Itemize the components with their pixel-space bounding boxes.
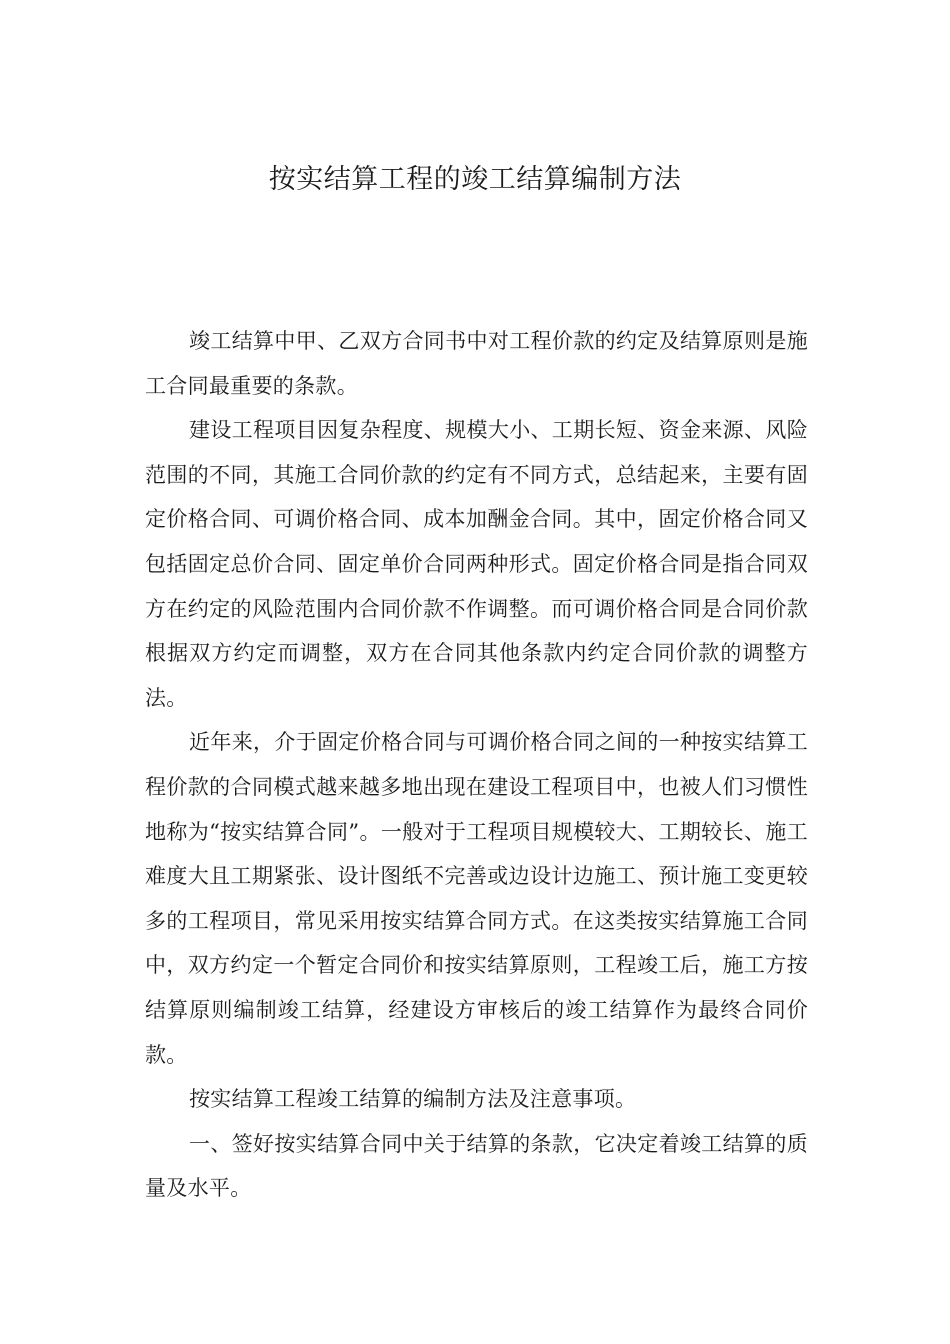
- paragraph-2: 建设工程项目因复杂程度、规模大小、工期长短、资金来源、风险范围的不同，其施工合同价款的约定有不同方式，总结起来，主要有固定价格合同、可调价格合同、成本加酬金合同。其中，固定价格合同又包括固定总价合同、固定单价合同两种形式。固定价格合同是指合同双方在约定的风险范围内合同价款不作调整。而可调价格合同是合同价款根据双方约定而调整，双方在合同其他条款内约定合同价款的调整方法。: [145, 418, 808, 710]
- paragraph-5: 一、签好按实结算合同中关于结算的条款，它决定着竣工结算的质量及水平。: [145, 1131, 808, 1201]
- document-body: [145, 319, 808, 1211]
- document-title: 按实结算工程的竣工结算编制方法: [268, 164, 682, 195]
- paragraph-4: 按实结算工程竣工结算的编制方法及注意事项。: [189, 1087, 637, 1112]
- paragraph-1: 竣工结算中甲、乙双方合同书中对工程价款的约定及结算原则是施工合同最重要的条款。: [145, 329, 808, 398]
- paragraph-3: 近年来，介于固定价格合同与可调价格合同之间的一种按实结算工程价款的合同模式越来越多地出现在建设工程项目中，也被人们习惯性地称为“按实结算合同”。一般对于工程项目规模较大、工期较长、施工难度大且工期紧张、设计图纸不完善或边设计边施工、预计施工变更较多的工程项目，常见采用按实结算合同方式。在这类按实结算施工合同中，双方约定一个暂定合同价和按实结算原则，工程竣工后，施工方按结算原则编制竣工结算，经建设方审核后的竣工结算作为最终合同价款。: [145, 730, 808, 1067]
